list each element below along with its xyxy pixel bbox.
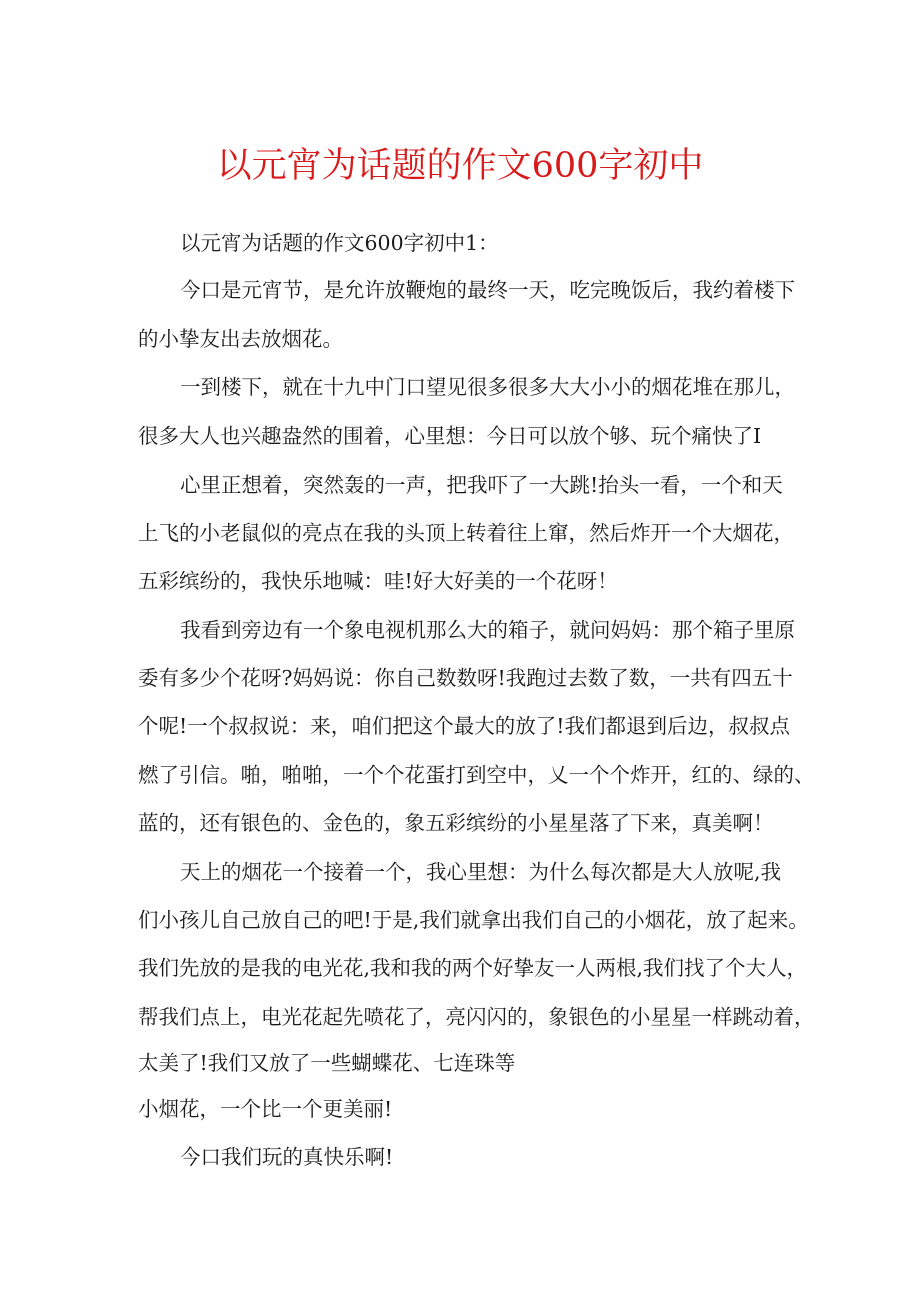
- paragraph-2-line-2: 很多大人也兴趣盎然的围着，心里想：今日可以放个够、玩个痛快了I: [138, 424, 762, 448]
- paragraph-4-line-2: 委有多少个花呀?妈妈说：你自己数数呀!我跑过去数了数，一共有四五十: [138, 666, 793, 690]
- paragraph-1-line-2: 的小挚友出去放烟花。: [138, 327, 343, 351]
- document-title: 以元宵为话题的作文600字初中: [216, 146, 704, 186]
- paragraph-1-line-1: 今口是元宵节，是允许放鞭炮的最终一天，吃完晚饭后，我约着楼下: [180, 278, 795, 302]
- paragraph-3-line-1: 心里正想着，突然轰的一声，把我吓了一大跳!抬头一看，一个和天: [180, 473, 783, 497]
- paragraph-5-line-5: 太美了!我们又放了一些蝴蝶花、七连珠等: [138, 1051, 516, 1075]
- paragraph-4-line-3: 个呢!一个叔叔说：来，咱们把这个最大的放了!我们都退到后边，叔叔点: [138, 714, 790, 738]
- subtitle-line: 以元宵为话题的作文600字初中1：: [180, 231, 499, 255]
- paragraph-4-line-5: 蓝的，还有银色的、金色的，象五彩缤纷的小星星落了下来，真美啊！: [138, 811, 774, 835]
- paragraph-5-line-6: 小烟花，一个比一个更美丽!: [138, 1097, 393, 1121]
- paragraph-3-line-2: 上飞的小老鼠似的亮点在我的头顶上转着往上窜，然后炸开一个大烟花，: [138, 521, 794, 545]
- paragraph-4-line-1: 我看到旁边有一个象电视机那么大的箱子，就问妈妈：那个箱子里原: [180, 618, 795, 642]
- paragraph-6-line-1: 今口我们玩的真快乐啊!: [180, 1145, 394, 1169]
- paragraph-5-line-1: 天上的烟花一个接着一个，我心里想：为什么每次都是大人放呢,我: [180, 860, 782, 884]
- paragraph-5-line-4: 帮我们点上，电光花起先喷花了，亮闪闪的，象银色的小星星一样跳动着，: [138, 1005, 815, 1029]
- paragraph-3-line-3: 五彩缤纷的，我快乐地喊：哇!好大好美的一个花呀！: [138, 569, 618, 593]
- paragraph-2-line-1: 一到楼下，就在十九中门口望见很多很多大大小小的烟花堆在那儿，: [180, 375, 795, 399]
- paragraph-5-line-2: 们小孩儿自己放自己的吧!于是,我们就拿出我们自己的小烟花，放了起来。: [138, 908, 809, 932]
- paragraph-5-line-3: 我们先放的是我的电光花,我和我的两个好挚友一人两根,我们找了个大人，: [138, 956, 808, 980]
- paragraph-4-line-4: 燃了引信。啪，啪啪，一个个花蛋打到空中，乂一个个炸开，红的、绿的、: [138, 763, 815, 787]
